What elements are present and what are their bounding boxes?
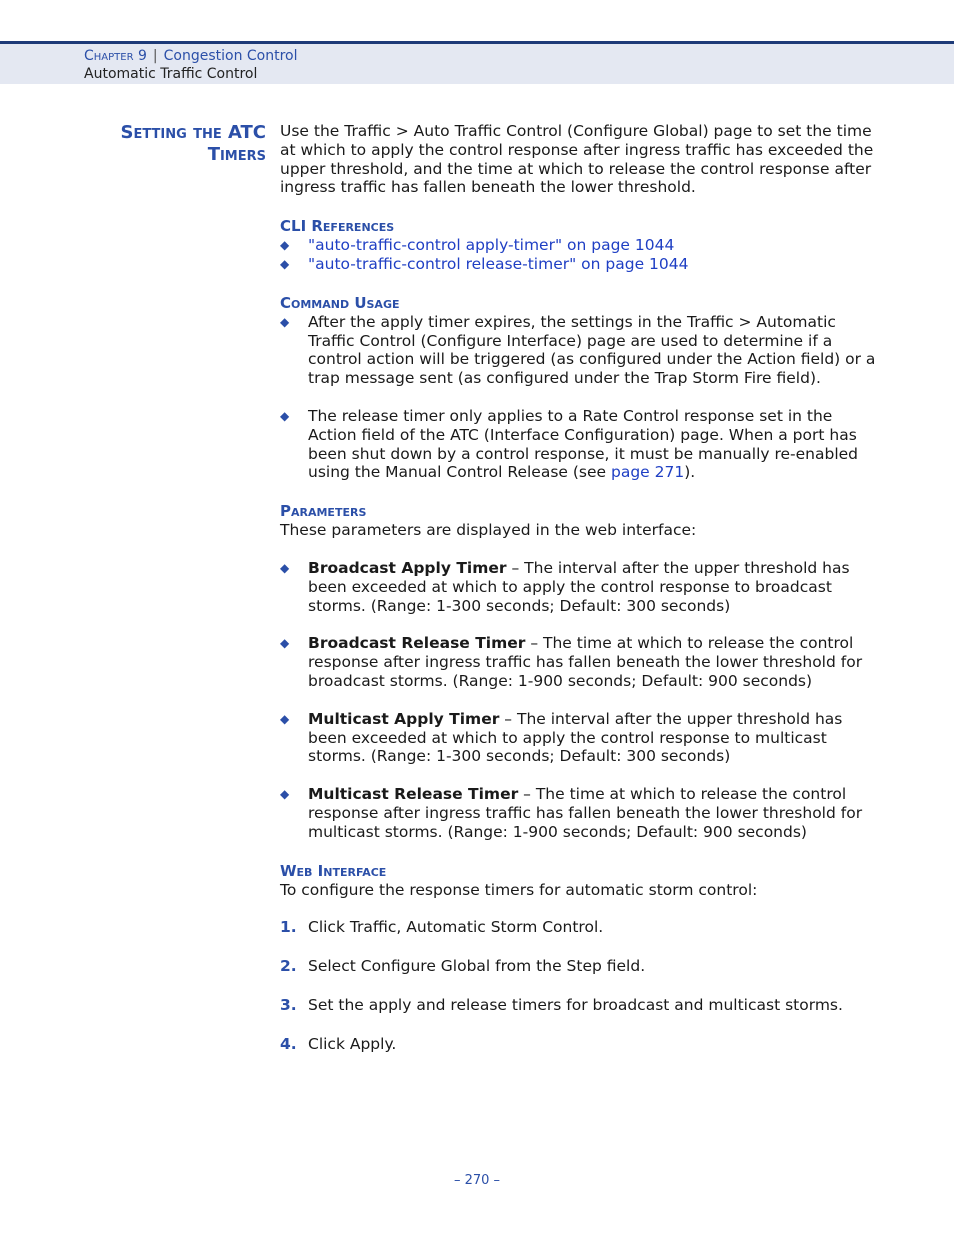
parameters-heading: Parameters — [280, 502, 367, 521]
step-text: Set the apply and release timers for broadcast and multicast storms. — [308, 996, 843, 1015]
header-separator: | — [152, 48, 158, 64]
step-item — [280, 918, 880, 937]
diamond-bullet-icon: ◆ — [280, 256, 290, 271]
header-chapter: Chapter 9 — [84, 48, 147, 64]
main-content — [280, 122, 880, 1074]
list-item — [280, 634, 880, 690]
step-number: 3. — [280, 996, 297, 1015]
cli-references-heading: CLI References — [280, 217, 395, 236]
step-text: Click Traffic, Automatic Storm Control. — [308, 918, 604, 937]
usage-text: The release timer only applies to a Rate Control response set in the Action field of the ATC (Interface Configuration) page. When a port has been shut down by a control response, it must be manually re-enabled using the Manual Control Release (see — [308, 406, 859, 482]
list-item — [280, 236, 880, 255]
usage-text-end: ). — [684, 463, 696, 482]
parameter-desc: – The time at which to release the control response after ingress traffic has fallen beneath the lower threshold for multicast storms. (Range: 1-900 seconds; Default: 900 seconds) — [308, 785, 863, 841]
steps-list — [280, 918, 880, 1054]
header-section: Automatic Traffic Control — [84, 66, 258, 82]
parameters-intro: These parameters are displayed in the web interface: — [280, 521, 697, 540]
step-text: Select Configure Global from the Step field. — [308, 957, 646, 976]
parameter-term: Broadcast Release Timer — [308, 634, 526, 653]
step-number: 4. — [280, 1035, 297, 1054]
parameter-desc: – The interval after the upper threshold has been exceeded at which to apply the control response to multicast storms. (Range: 1-300 seconds; Default: 300 seconds) — [308, 709, 843, 766]
web-interface-intro: To configure the response timers for automatic storm control: — [280, 880, 758, 899]
command-usage-list — [280, 313, 880, 482]
usage-text: After the apply timer expires, the settings in the Traffic > Automatic Traffic Control (Configure Interface) page are used to determine if a control action will be triggered (as configured under the Action field) or a trap message sent (as configured under the Trap Storm Fire field). — [308, 312, 876, 388]
diamond-bullet-icon: ◆ — [280, 238, 290, 253]
step-number: 2. — [280, 957, 297, 976]
diamond-bullet-icon: ◆ — [280, 408, 290, 423]
step-item — [280, 1035, 880, 1054]
intro-paragraph: Use the Traffic > Auto Traffic Control (Configure Global) page to set the time at which to apply the control response after ingress traffic has exceeded the upper threshold, and the time at which to release the control response after ingress traffic has fallen beneath the lower threshold. — [280, 122, 874, 197]
step-item — [280, 957, 880, 976]
page-number: – 270 – — [453, 1173, 501, 1188]
list-item — [280, 255, 880, 274]
diamond-bullet-icon: ◆ — [280, 711, 290, 726]
parameter-term: Multicast Release Timer — [308, 785, 519, 804]
cli-reference-link[interactable]: "auto-traffic-control release-timer" on page 1044 — [308, 254, 689, 273]
cli-references-list — [280, 236, 880, 274]
header-chapter-line — [84, 48, 298, 64]
list-item — [280, 785, 880, 841]
parameter-term: Multicast Apply Timer — [308, 709, 500, 728]
list-item — [280, 313, 880, 388]
step-text: Click Apply. — [308, 1035, 397, 1054]
list-item — [280, 407, 880, 482]
list-item — [280, 710, 880, 766]
command-usage-heading: Command Usage — [280, 293, 400, 312]
header-chapter-title: Congestion Control — [163, 48, 298, 64]
page-header — [0, 41, 954, 84]
diamond-bullet-icon: ◆ — [280, 787, 290, 802]
section-title — [66, 122, 266, 166]
step-number: 1. — [280, 918, 297, 937]
parameter-term: Broadcast Apply Timer — [308, 558, 507, 577]
page-link[interactable]: page 271 — [610, 463, 685, 482]
section-title-line1: Setting the ATC — [120, 122, 266, 143]
step-item — [280, 996, 880, 1015]
list-item — [280, 559, 880, 615]
diamond-bullet-icon: ◆ — [280, 560, 290, 575]
parameter-desc: – The time at which to release the control response after ingress traffic has fallen beneath the lower threshold for broadcast storms. (Range: 1-900 seconds; Default: 900 seconds) — [308, 634, 863, 690]
parameters-list — [280, 559, 880, 842]
diamond-bullet-icon: ◆ — [280, 314, 290, 329]
section-title-line2: Timers — [207, 144, 266, 165]
web-interface-heading: Web Interface — [280, 861, 387, 880]
diamond-bullet-icon: ◆ — [280, 636, 290, 651]
parameter-desc: – The interval after the upper threshold has been exceeded at which to apply the control response to broadcast storms. (Range: 1-300 seconds; Default: 300 seconds) — [308, 558, 850, 615]
cli-reference-link[interactable]: "auto-traffic-control apply-timer" on page 1044 — [308, 236, 675, 255]
